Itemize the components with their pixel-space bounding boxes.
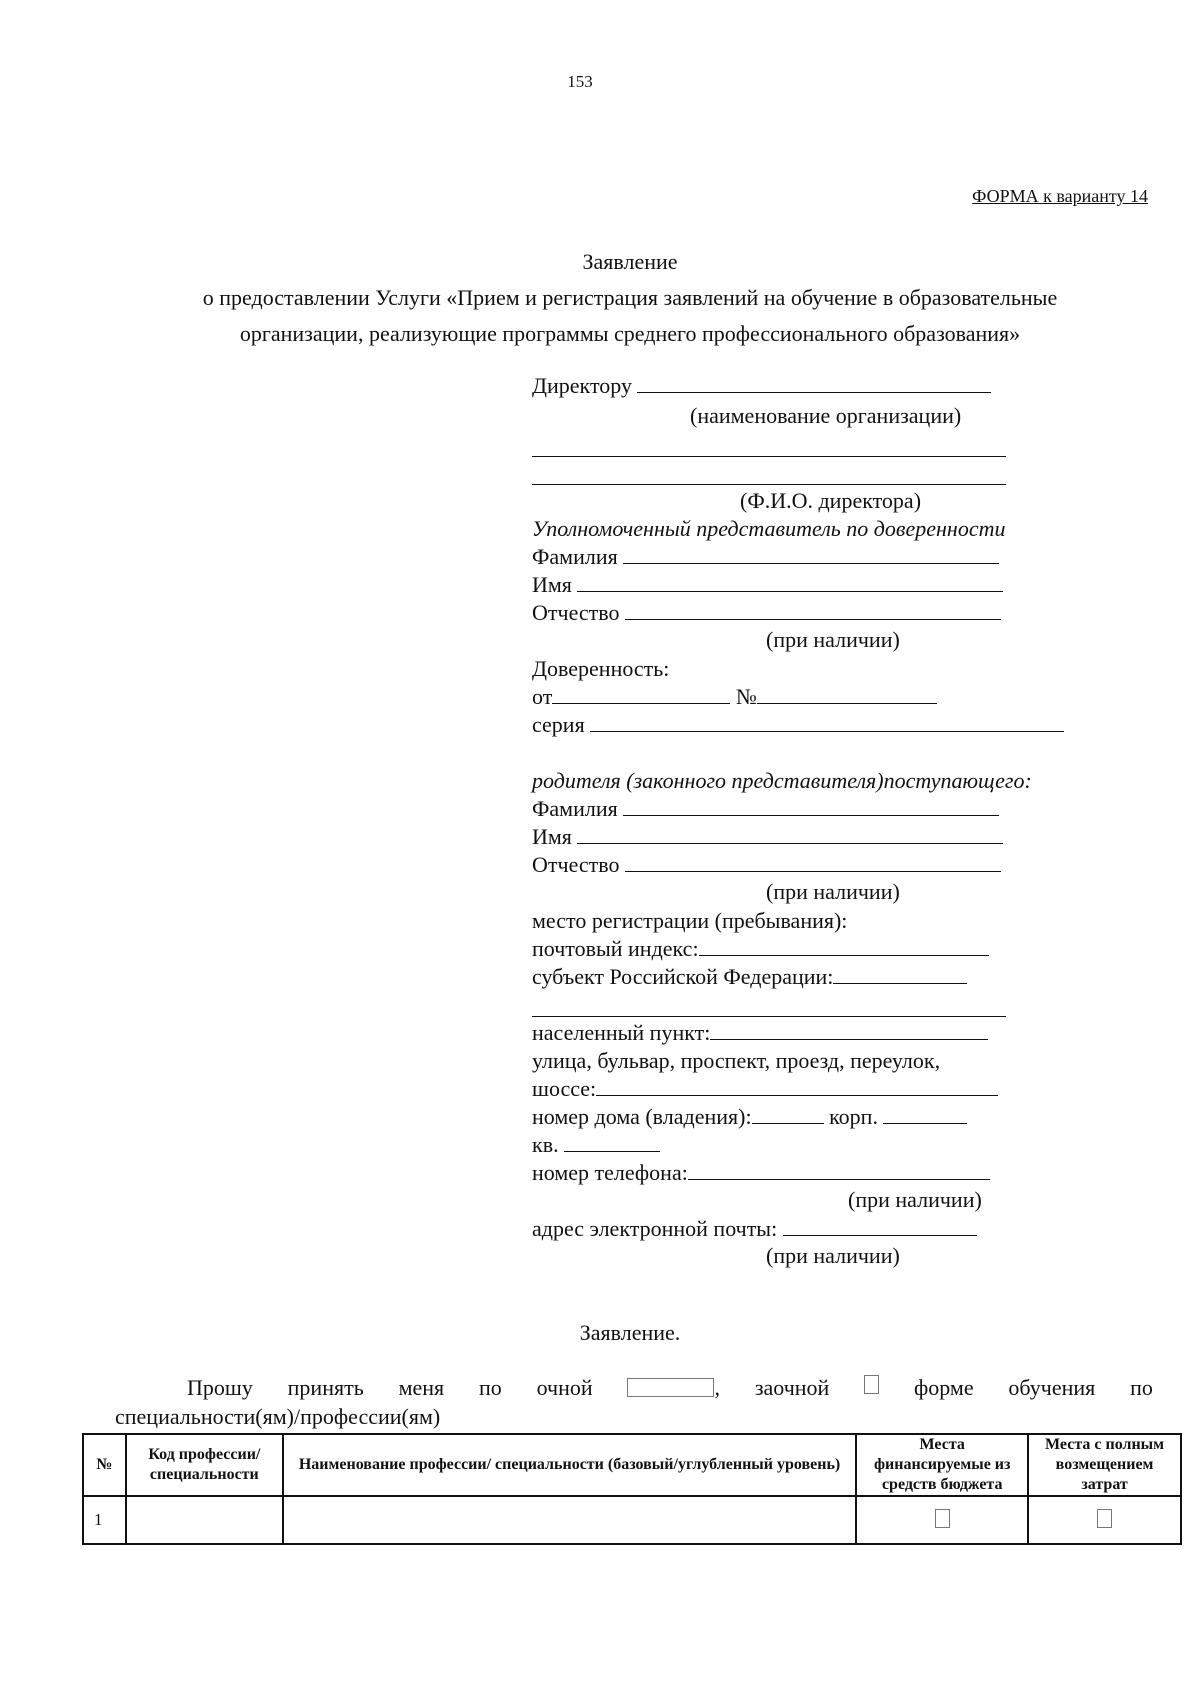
full-time-checkbox[interactable]	[627, 1378, 714, 1397]
form-reference: ФОРМА к варианту 14	[972, 186, 1148, 206]
proxy-from-label: от	[532, 684, 553, 709]
comma: ,	[714, 1375, 720, 1400]
proxy-from-row	[532, 683, 937, 711]
row-number: 1	[83, 1496, 126, 1544]
proxy-date-field[interactable]	[552, 683, 730, 704]
email-note: (при наличии)	[766, 1243, 900, 1268]
director-row	[532, 372, 991, 400]
proxy-number-field[interactable]	[757, 683, 937, 704]
email-field[interactable]	[783, 1215, 977, 1236]
budget-checkbox[interactable]	[935, 1509, 950, 1528]
row-name-cell[interactable]	[283, 1496, 857, 1544]
request-word: меня	[398, 1375, 445, 1400]
paid-checkbox[interactable]	[1097, 1509, 1112, 1528]
parent-name-row	[532, 823, 1003, 851]
request-word: форме	[913, 1375, 974, 1400]
rep-if-any-note: (при наличии)	[766, 627, 900, 652]
director-org-field[interactable]	[637, 372, 991, 393]
request-word: принять	[287, 1375, 364, 1400]
subject-field-line-2[interactable]	[532, 1016, 1006, 1017]
header-code: Код профессии/ специальности	[126, 1434, 283, 1496]
phone-note: (при наличии)	[848, 1187, 982, 1212]
rep-patronymic-field[interactable]	[625, 599, 1001, 620]
subject-label: субъект Российской Федерации:	[532, 964, 834, 989]
request-word: по	[479, 1375, 502, 1400]
settlement-row	[532, 1019, 988, 1047]
director-label: Директору	[532, 373, 632, 398]
parent-patronymic-row	[532, 851, 1001, 879]
phone-label: номер телефона:	[532, 1160, 688, 1185]
rep-surname-field[interactable]	[623, 543, 999, 564]
street-label-2: шоссе:	[532, 1076, 597, 1101]
fio-note: (Ф.И.О. директора)	[740, 488, 922, 513]
proxy-series-label: серия	[532, 712, 585, 737]
rep-surname-row	[532, 543, 999, 571]
proxy-label: Доверенность:	[532, 656, 670, 681]
request-line-1	[115, 1375, 1153, 1401]
request-word-full-time: очной	[536, 1375, 593, 1400]
email-label: адрес электронной почты:	[532, 1216, 778, 1241]
title-line-1: Заявление	[582, 249, 678, 274]
title-line-2: о предоставлении Услуги «Прием и регистрация заявлений на обучение в образовательные	[202, 285, 1058, 310]
table-header-row	[83, 1434, 1181, 1496]
request-word: Прошу	[187, 1375, 253, 1400]
postal-field[interactable]	[699, 935, 989, 956]
street-field[interactable]	[596, 1075, 998, 1096]
statement-title: Заявление.	[579, 1320, 681, 1345]
subject-row	[532, 963, 967, 991]
row-budget-cell	[856, 1496, 1028, 1544]
representative-heading: Уполномоченный представитель по доверенности	[532, 516, 1006, 541]
page-number: 153	[567, 72, 593, 91]
request-line-2: специальности(ям)/профессии(ям)	[115, 1404, 441, 1429]
director-fio-line-2[interactable]	[532, 484, 1006, 485]
house-row	[532, 1103, 967, 1131]
org-note: (наименование организации)	[690, 403, 962, 428]
parent-name-label: Имя	[532, 824, 572, 849]
reg-place-label: место регистрации (пребывания):	[532, 908, 848, 933]
postal-label: почтовый индекс:	[532, 936, 699, 961]
parent-surname-row	[532, 795, 999, 823]
request-word-correspondence: заочной	[754, 1375, 830, 1400]
row-code-cell[interactable]	[126, 1496, 283, 1544]
header-budget: Места финансируемые из средств бюджета	[856, 1434, 1028, 1496]
correspondence-checkbox[interactable]	[864, 1375, 879, 1394]
email-row	[532, 1215, 977, 1243]
corp-label: корп.	[829, 1104, 878, 1129]
parent-patronymic-label: Отчество	[532, 852, 620, 877]
rep-surname-label: Фамилия	[532, 544, 618, 569]
header-number: №	[83, 1434, 126, 1496]
full-time-option	[627, 1375, 720, 1401]
specialty-table	[82, 1433, 1182, 1545]
apt-field[interactable]	[564, 1131, 660, 1152]
rep-name-label: Имя	[532, 572, 572, 597]
row-paid-cell	[1028, 1496, 1181, 1544]
phone-field[interactable]	[688, 1159, 990, 1180]
subject-field[interactable]	[833, 963, 967, 984]
house-field[interactable]	[752, 1103, 824, 1124]
house-label: номер дома (владения):	[532, 1104, 752, 1129]
proxy-number-label: №	[735, 684, 757, 709]
parent-surname-field[interactable]	[623, 795, 999, 816]
street-label-1: улица, бульвар, проспект, проезд, переулок,	[532, 1048, 941, 1073]
parent-name-field[interactable]	[577, 823, 1003, 844]
phone-row	[532, 1159, 990, 1187]
header-paid: Места с полным возмещением затрат	[1028, 1434, 1181, 1496]
postal-row	[532, 935, 989, 963]
settlement-label: населенный пункт:	[532, 1020, 711, 1045]
rep-name-row	[532, 571, 1003, 599]
table-row	[83, 1496, 1181, 1544]
document-title	[0, 244, 1200, 352]
request-word: обучения	[1008, 1375, 1096, 1400]
header-name: Наименование профессии/ специальности (базовый/углубленный уровень)	[283, 1434, 857, 1496]
rep-name-field[interactable]	[577, 571, 1003, 592]
rep-patronymic-row	[532, 599, 1001, 627]
director-fio-line-1[interactable]	[532, 456, 1006, 457]
proxy-series-field[interactable]	[590, 711, 1064, 732]
title-line-3: организации, реализующие программы среднего профессионального образования»	[239, 321, 1021, 346]
parent-surname-label: Фамилия	[532, 796, 618, 821]
request-word: по	[1130, 1375, 1153, 1400]
apt-row	[532, 1131, 660, 1159]
street-row	[532, 1075, 998, 1103]
rep-patronymic-label: Отчество	[532, 600, 620, 625]
apt-label: кв.	[532, 1132, 559, 1157]
settlement-field[interactable]	[710, 1019, 988, 1040]
proxy-series-row	[532, 711, 1064, 739]
parent-patronymic-field[interactable]	[625, 851, 1001, 872]
parent-heading: родителя (законного представителя)поступающего:	[532, 768, 1032, 793]
corp-field[interactable]	[883, 1103, 967, 1124]
parent-if-any-note: (при наличии)	[766, 879, 900, 904]
